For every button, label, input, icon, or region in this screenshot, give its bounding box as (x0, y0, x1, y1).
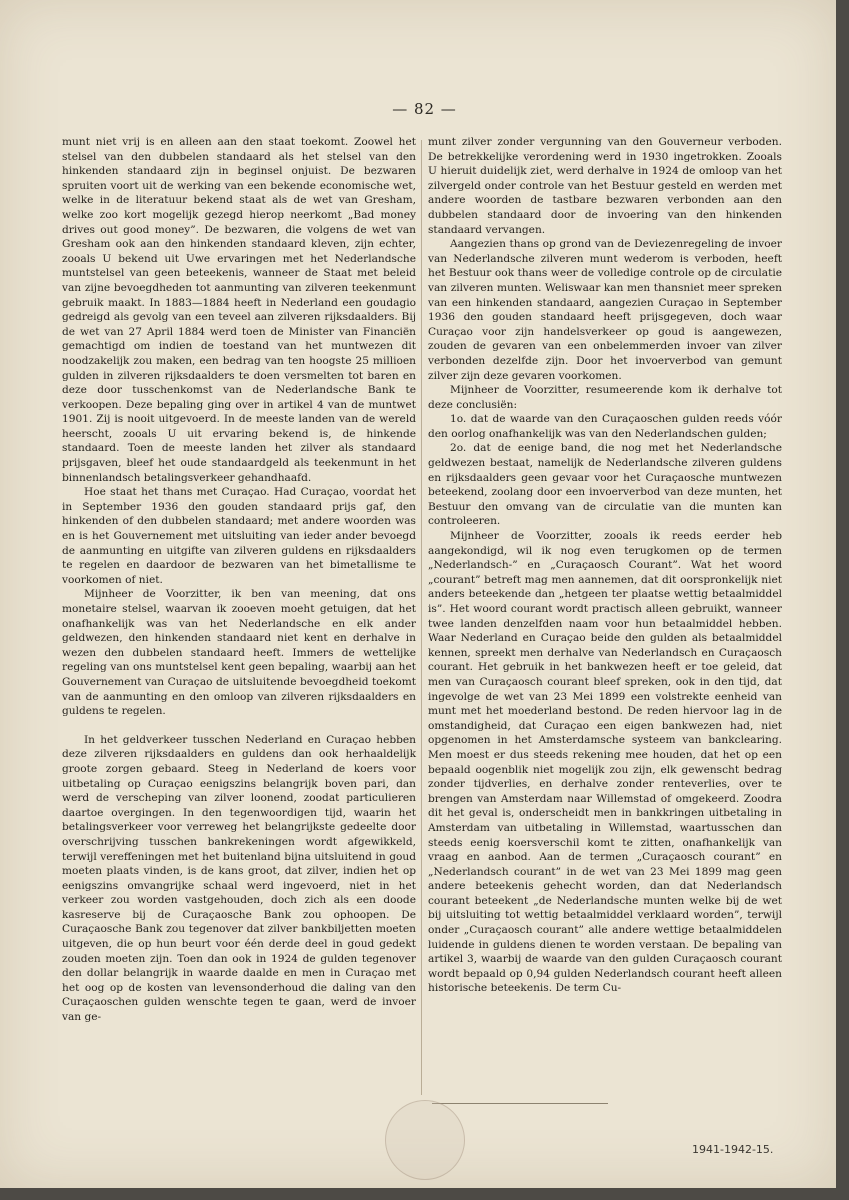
paragraph: In het geldverkeer tusschen Nederland en Curaçao hebben deze zilveren rijksdaalders en guldens dan ook herhaaldelijk groote zorgen gebaard. Steeg in Nederland de koers voor uitbetaling op Curaçao eenigszins belangrijk boven pari, dan werd de verscheping van zilver loonend, zoodat particulieren daartoe overgingen. In den tegenwoordigen tijd, waarin het betalingsverkeer voor verreweg het belangrijkste gedeelte door overschrijving tusschen bankrekeningen wordt afgewikkeld, terwijl vereffeningen met het buitenland bijna uitsluitend in goud moeten plaats vinden, is de kans groot, dat zilver, indien het op eenigszins omvangrijke schaal werd ingevoerd, niet in het verkeer zou worden vastgehouden, doch zich als een doode kasreserve bij de Curaçaosche Bank zou ophoopen. De Curaçaosche Bank zou tegenover dat zilver bankbiljetten moeten uitgeven, die op hun beurt voor één derde deel in goud gedekt zouden moeten zijn. Toen dan ook in 1924 de gulden tegenover den dollar belangrijk in waarde daalde en men in Curaçao met het oog op de kosten van levensonderhoud die daling van den Curaçaoschen gulden wenschte tegen te gaan, werd de invoer van ge- (62, 733, 416, 1024)
scan-border-right (836, 0, 849, 1200)
paragraph: 1o. dat de waarde van den Curaçaoschen gulden reeds vóór den oorlog onafhankelijk was van den Nederlandschen gulden; (428, 413, 782, 440)
paragraph: Aangezien thans op grond van de Deviezenregeling de invoer van Nederlandsche zilveren munt wederom is verboden, heeft het Bestuur ook thans weer de volledige controle op de circulatie van zilveren munten. Weliswaar kan men thansniet meer spreken van een hinkenden standaard, aangezien Curaçao in September 1936 den gouden standaard heeft prijsgegeven, doch waar Curaçao voor zijn handelsverkeer op goud is aangewezen, zouden de gevaren van een onbelemmerden invoer van zilver verbonden dezelfde zijn. Door het invoerverbod van gemunt zilver zijn deze gevaren voorkomen. (428, 238, 782, 382)
paragraph: munt niet vrij is en alleen aan den staat toekomt. Zoowel het stelsel van den dubbelen standaard als het stelsel van den hinkenden standaard zijn in beginsel onjuist. De bezwaren spruiten voort uit de werking van een bekende economische wet, welke in de literatuur bekend staat als de wet van Gresham, welke zoo kort mogelijk gezegd hierop neerkomt „Bad money drives out good money”. De bezwaren, die volgens de wet van Gresham ook aan den hinkenden standaard kleven, zijn echter, zooals U bekend uit Uwe ervaringen met het Nederlandsche muntstelsel van geen beteekenis, wanneer de Staat met beleid van zijne bevoegdheden tot aanmunting van zilveren teekenmunt gebruik maakt. In 1883—1884 heeft in Nederland een goudagio gedreigd als gevolg van een teveel aan zilveren rijksdaalders. Bij de wet van 27 April 1884 werd toen de Minister van Financiën gemachtigd om indien de toestand van het muntwezen dit noodzakelijk zou maken, een bedrag van ten hoogste 25 millioen gulden in zilveren rijksdaalders te doen versmelten tot baren en deze door tusschenkomst van de Nederlandsche Bank te verkoopen. Deze bepaling ging over in artikel 4 van de muntwet 1901. Zij is nooit uitgevoerd. In de meeste landen van de wereld heerscht, zooals U uit ervaring bekend is, de hinkende standaard. Toen de meeste landen het zilver als standaard prijsgaven, bleef het oude standaardgeld als teekenmunt in het binnenlandsch betalingsverkeer gehandhaafd. (62, 136, 416, 484)
paragraph: 2o. dat de eenige band, die nog met het Nederlandsche geldwezen bestaat, namelijk de Nederlandsche zilveren guldens en rijksdaalders geen gevaar voor het Curaçaosche muntwezen beteekend, zoolang door een invoerverbod van deze munten, het Bestuur den omvang van de circulatie van die munten kan controleeren. (428, 442, 782, 528)
left-text-column (62, 135, 416, 1025)
archive-stamp (385, 1100, 465, 1180)
paragraph: Hoe staat het thans met Curaçao. Had Curaçao, voordat het in September 1936 den gouden standaard prijs gaf, den hinkenden of den dubbelen standaard; met andere woorden was en is het Gouvernement met uitsluiting van ieder ander bevoegd de aanmunting en uitgifte van zilveren guldens en rijksdaalders te regelen en daardoor de bezwaren van het bimetallisme te voorkomen of niet. (62, 486, 416, 586)
archive-code: 1941-1942-15. (692, 1143, 774, 1156)
paragraph: Mijnheer de Voorzitter, zooals ik reeds eerder heb aangekondigd, wil ik nog even terugkomen op de termen „Nederlandsch-” en „Curaçaosch Courant”. Wat het woord „courant” betreft mag men aannemen, dat dit oorspronkelijk niet anders beteekende dan „hetgeen ter plaatse wettig betaalmiddel is”. Het woord courant wordt practisch alleen gebruikt, wanneer twee landen denzelfden naam voor hun betaalmiddel hebben. Waar Nederland en Curaçao beide den gulden als betaalmiddel kennen, spreekt men derhalve van Nederlandsch en Curaçaosch courant. Het gebruik in het bankwezen heeft er toe geleid, dat men van Curaçaosch courant bleef spreken, ook in den tijd, dat ingevolge de wet van 23 Mei 1899 een volstrekte eenheid van munt met het moederland bestond. De reden hiervoor lag in de omstandigheid, dat Curaçao een eigen bankwezen had, niet opgenomen in het Amsterdamsche systeem van bankclearing. Men moest er dus steeds rekening mee houden, dat het op een bepaald oogenblik niet mogelijk zou zijn, elk gewenscht bedrag zonder tijdverlies, en derhalve zonder renteverlies, over te brengen van Amsterdam naar Willemstad of omgekeerd. Zoodra dit het geval is, onderscheidt men in bankkringen uitbetaling in Amsterdam van uitbetaling in Willemstad, waartusschen dan steeds eenig koersverschil komt te zitten, onafhankelijk van vraag en aanbod. Aan de termen „Curaçaosch courant” en „Nederlandsch courant” in de wet van 23 Mei 1899 mag geen andere beteekenis gehecht worden, dan dat Nederlandsch courant beteekent „de Nederlandsche munten welke bij de wet bij uitsluiting tot wettig betaalmiddel verklaard worden”, terwijl onder „Curaçaosch courant” alle andere wettige betaalmiddelen luidende in guldens dienen te worden verstaan. De bepaling van artikel 3, waarbij de waarde van den gulden Curaçaosch courant wordt bepaald op 0,94 gulden Nederlandsch courant heeft alleen historische beteekenis. De term Cu- (428, 530, 782, 995)
paragraph: munt zilver zonder vergunning van den Gouverneur verboden. De betrekkelijke verordening werd in 1930 ingetrokken. Zooals U hieruit duidelijk ziet, werd derhalve in 1924 de omloop van het zilvergeld onder controle van het Bestuur gesteld en werden met andere woorden de tastbare bezwaren verbonden aan den dubbelen standaard door de invoering van den hinkenden standaard vervangen. (428, 136, 782, 236)
paragraph: Mijnheer de Voorzitter, ik ben van meening, dat ons monetaire stelsel, waarvan ik zooeven moeht getuigen, dat het onafhankelijk was van het Nederlandsche en elk ander geldwezen, den hinkenden standaard niet kent en derhalve in wezen den dubbelen standaard heeft. Immers de wettelijke regeling van ons muntstelsel kent geen bepaling, waarbij aan het Gouvernement van Curaçao de uitsluitende bevoegdheid toekomt van de aanmunting en den omloop van zilveren rijksdaalders en guldens te regelen. (62, 588, 416, 718)
column-divider (421, 140, 422, 1095)
footnote-rule (432, 1103, 608, 1104)
scan-border-bottom (0, 1188, 849, 1200)
right-text-column (428, 135, 782, 996)
paragraph: Mijnheer de Voorzitter, resumeerende kom ik derhalve tot deze conclusiën: (428, 384, 782, 411)
page-number: — 82 — (392, 100, 457, 118)
